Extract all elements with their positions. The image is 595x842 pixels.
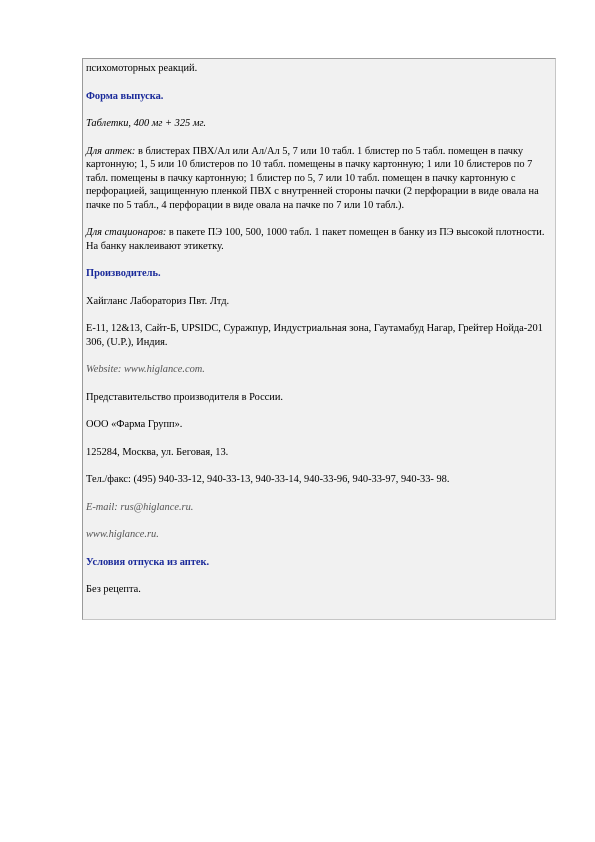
phone-fax: Тел./факс: (495) 940-33-12, 940-33-13, 940-33-14, 940-33-96, 940-33-97, 940-33- 98. [86,474,450,485]
representative-text: Представительство производителя в России. [86,391,284,403]
company-name: ООО «Фарма Групп». [86,419,183,430]
company-address: 125284, Москва, ул. Беговая, 13. [86,446,229,458]
document-content-box [82,58,556,620]
pharmacy-label: Для аптек: [86,145,136,157]
pharmacy-text: в блистерах ПВХ/Ал или Ал/Ал 5, 7 или 10 табл. 1 блистер по 5 табл. помещен в пачку картонную; 1, 5 или 10 блистеров по 10 табл. помещены в пачку картонную; 1 или 10 блистеров по 7 табл. помещены в пачку картонную; 1 блистер по 5, 7 или 10 табл. помещен в пачку картонную с перфорацией, защищенную пленкой ПВХ с внутренней стороны пачки (2 перфорации в виде овала на пачке по 5 табл., 4 перфорации в виде овала на пачке по 7 или 10 табл.). [86,145,539,211]
continuation-text: психомоторных реакций. [86,63,198,74]
dispensing-text: Без рецепта. [86,584,141,595]
website-ru: www.higlance.ru. [86,529,159,540]
manufacturer-website: Website: www.higlance.com. [86,364,205,375]
manufacturer-address: Е-11, 12&13, Сайт-Б, UPSIDC, Суражпур, Индустриальная зона, Гаутамабуд Нагар, Грейтер Нойда-201 306, (U.P.), Индия. [86,323,543,348]
tablets-text: Таблетки, 400 мг + 325 мг. [86,118,206,129]
email-text: E-mail: rus@higlance.ru. [86,501,194,513]
manufacturer-name: Хайгланс Лабораториз Пвт. Лтд. [86,295,230,307]
release-form-heading: Форма выпуска. [86,90,164,102]
manufacturer-heading: Производитель. [86,268,161,279]
hospital-label: Для стационаров: [86,227,167,238]
hospital-paragraph [86,226,549,253]
hospital-text: в пакете ПЭ 100, 500, 1000 табл. 1 пакет помещен в банку из ПЭ высокой плотности. На банку наклеивают этикетку. [86,227,545,252]
dispensing-heading: Условия отпуска из аптек. [86,556,210,568]
pharmacy-paragraph [86,145,549,213]
